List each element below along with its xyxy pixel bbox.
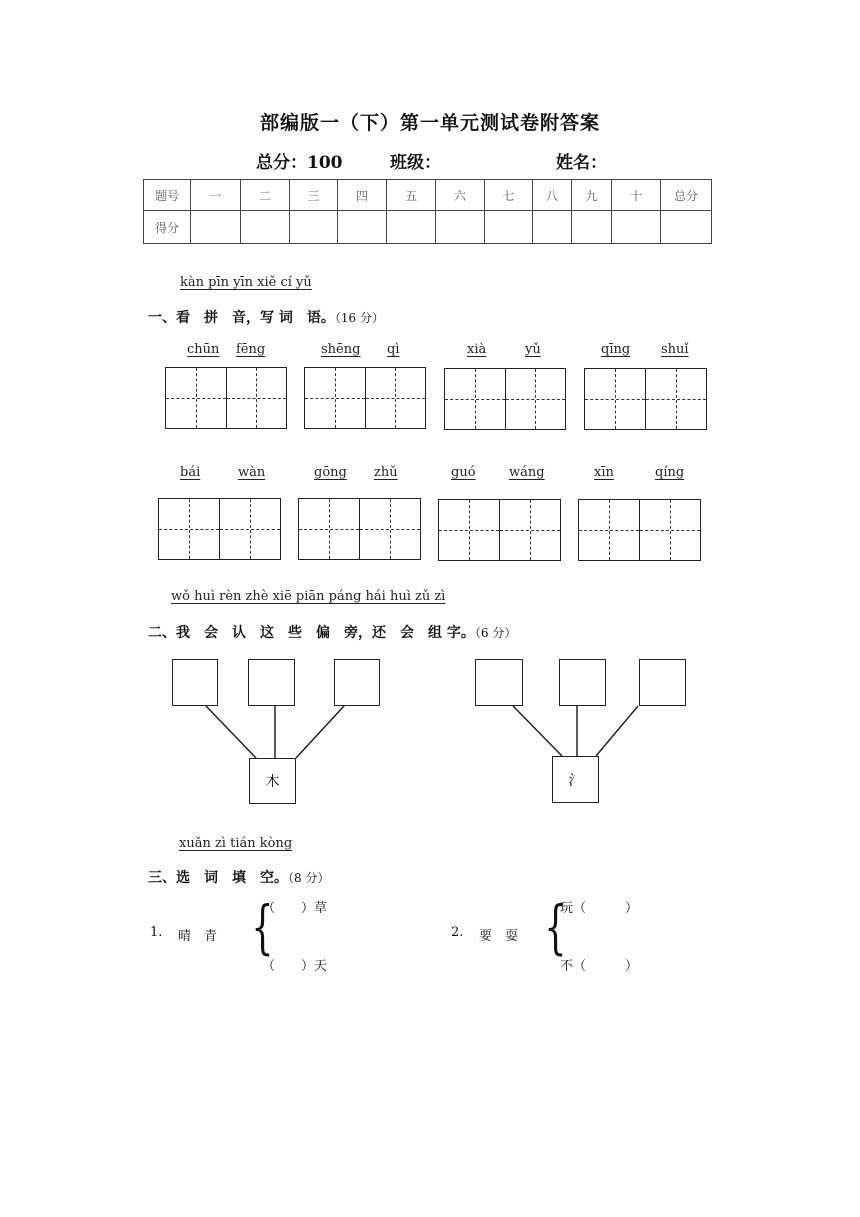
q2-options: 要 耍 (479, 929, 519, 944)
answer-box[interactable] (475, 659, 523, 706)
header-cell: 总分 (661, 180, 712, 211)
word-pinyin: shuǐ (661, 342, 689, 357)
answer-box[interactable] (172, 659, 218, 706)
section2-title-text: 二、我 会 认 这 些 偏 旁，还 会 组 字。 (148, 625, 475, 641)
section2-pinyin: wǒ huì rèn zhè xiē piān páng hái huì zǔ zì (171, 589, 446, 604)
total-score: 总分：100 (256, 153, 343, 173)
header-cell: 三 (290, 180, 338, 211)
section1-points: （16 分） (334, 311, 384, 325)
section1-pinyin: kàn pīn yīn xiě cí yǔ (180, 275, 312, 290)
section3-points: （8 分） (288, 871, 330, 885)
section3-title-text: 三、选 词 填 空。 (148, 870, 288, 886)
header-cell: 八 (533, 180, 572, 211)
header-cell: 四 (338, 180, 387, 211)
header-cell: 题号 (144, 180, 191, 211)
section2-points: （6 分） (474, 626, 517, 640)
word-pinyin: zhǔ (374, 465, 398, 480)
q1-top-blank[interactable]: （ ）草 (262, 901, 328, 916)
header-cell: 二 (241, 180, 290, 211)
answer-box[interactable] (559, 659, 606, 706)
class-label: 班级： (390, 153, 441, 173)
word-pinyin: bái (180, 465, 201, 480)
header-cell: 一 (191, 180, 241, 211)
word-pinyin: guó (451, 465, 476, 480)
name-label: 姓名： (556, 153, 607, 173)
word-pinyin: gōng (314, 465, 347, 480)
answer-box[interactable] (334, 659, 380, 706)
word-pinyin: xià (467, 342, 487, 357)
q2-top-blank[interactable]: 玩（ ） (560, 901, 639, 916)
word-pinyin: qì (387, 342, 400, 357)
section3-pinyin: xuǎn zì tián kòng (179, 836, 293, 851)
page-title: 部编版一（下）第一单元测试卷附答案 (259, 112, 600, 134)
radical-box-wood: 木 (249, 758, 296, 804)
answer-box[interactable] (639, 659, 686, 706)
word-pinyin: fēng (236, 342, 266, 357)
score-row-label: 得分 (144, 211, 191, 244)
word-pinyin: xīn (594, 465, 614, 480)
q2-bottom-blank[interactable]: 不（ ） (560, 959, 639, 974)
word-pinyin: wáng (509, 465, 545, 480)
header-cell: 六 (436, 180, 485, 211)
header-cell: 九 (572, 180, 612, 211)
q2-brace: { (544, 893, 567, 961)
radical-box-water: 氵 (552, 756, 599, 803)
q1-options: 晴 青 (178, 929, 218, 944)
header-cell: 七 (485, 180, 533, 211)
header-cell: 五 (387, 180, 436, 211)
header-cell: 十 (612, 180, 661, 211)
word-pinyin: qīng (601, 342, 631, 357)
word-pinyin: chūn (187, 342, 220, 357)
q1-brace: { (251, 893, 274, 961)
q1-bottom-blank[interactable]: （ ）天 (262, 959, 328, 974)
word-pinyin: shēng (321, 342, 361, 357)
word-pinyin: yǔ (525, 342, 541, 357)
section3-title (148, 867, 329, 887)
q1-number: 1. (150, 925, 163, 940)
answer-box[interactable] (248, 659, 295, 706)
q2-number: 2. (451, 925, 464, 940)
word-pinyin: wàn (238, 465, 266, 480)
section1-title-text: 一、看 拼 音，写 词 语。 (148, 310, 335, 326)
word-pinyin: qíng (655, 465, 685, 480)
